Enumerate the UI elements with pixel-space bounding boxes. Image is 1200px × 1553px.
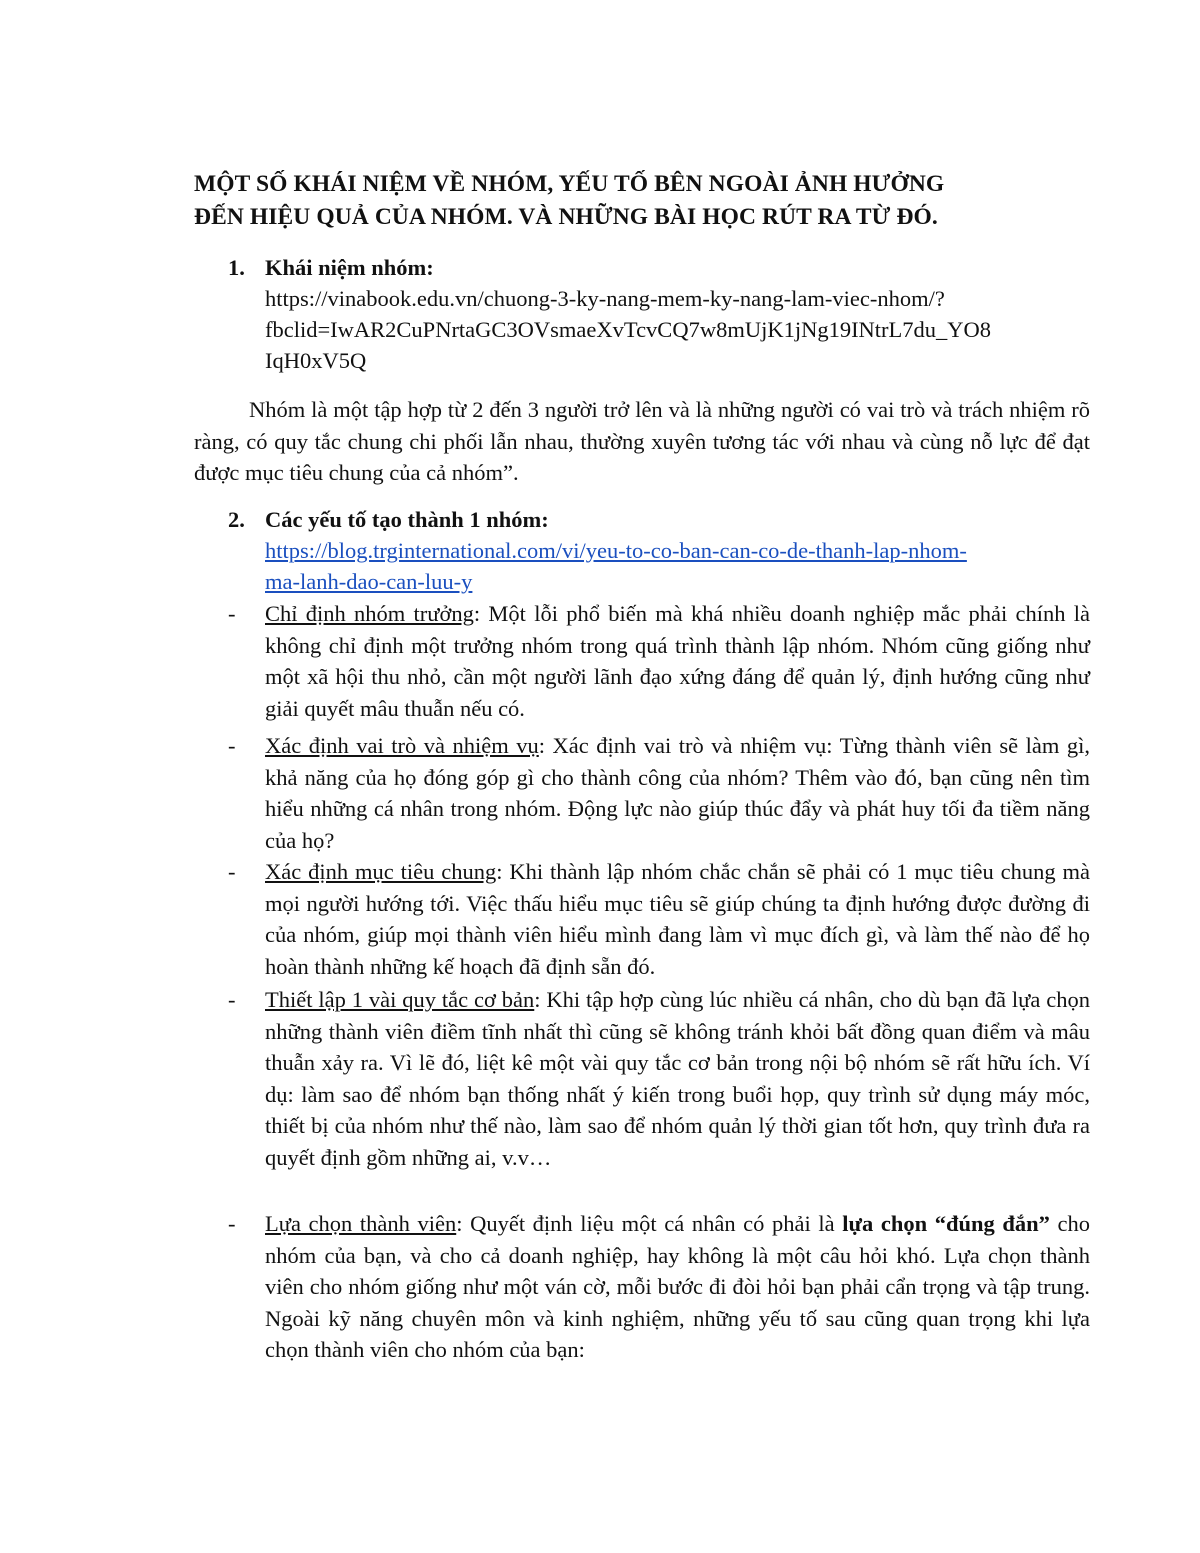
section-2-heading: Các yếu tố tạo thành 1 nhóm: bbox=[265, 507, 549, 532]
bullet-text bbox=[265, 1208, 1090, 1366]
bullet-label: Xác định vai trò và nhiệm vụ bbox=[265, 733, 539, 758]
bullet-body: : Một lỗi phổ biến mà khá nhiều doanh nghiệp mắc phải chính là không chỉ định một trưởng nhóm trong quá trình thành lập nhóm. Nhóm cũng giống như một xã hội thu nhỏ, cần một người lãnh đạo xứng đáng để quản lý, định hướng cũng như giải quyết mâu thuẫn nếu có. bbox=[265, 601, 1090, 721]
bullet-bold-text: lựa chọn “đúng đắn” bbox=[842, 1211, 1050, 1236]
document-title bbox=[194, 168, 1094, 234]
title-line-1: MỘT SỐ KHÁI NIỆM VỀ NHÓM, YẾU TỐ BÊN NGOÀI ẢNH HƯỞNG bbox=[194, 171, 945, 197]
definition-paragraph: Nhóm là một tập hợp từ 2 đến 3 người trở lên và là những người có vai trò và trách nhiệm rõ ràng, có quy tắc chung chi phối lẫn nhau, thường xuyên tương tác với nhau và cùng nỗ lực để đạt được mục tiêu chung của cả nhóm”. bbox=[194, 397, 1090, 485]
bullet-dash: - bbox=[228, 987, 236, 1012]
bullet-dash: - bbox=[228, 1211, 236, 1236]
bullet-body-a: : Quyết định liệu một cá nhân có phải là bbox=[456, 1211, 843, 1236]
section-1-url-line-2: fbclid=IwAR2CuPNrtaGC3OVsmaeXvTcvCQ7w8mUjK1jNg19INtrL7du_YO8 bbox=[265, 317, 992, 342]
bullet-body-b: cho nhóm của bạn, và cho cả doanh nghiệp, hay không là một câu hỏi khó. Lựa chọn thành viên cho nhóm giống như một ván cờ, mỗi bước đi đòi hỏi bạn phải cẩn trọng và tập trung. Ngoài kỹ năng chuyên môn và kinh nghiệm, những yếu tố sau cũng quan trọng khi lựa chọn thành viên cho nhóm của bạn: bbox=[265, 1211, 1090, 1362]
bullet-body: : Xác định vai trò và nhiệm vụ: Từng thành viên sẽ làm gì, khả năng của họ đóng góp gì cho thành công của nhóm? Thêm vào đó, bạn cũng nên tìm hiểu những cá nhân trong nhóm. Động lực nào giúp thúc đẩy và phát huy tối đa tiềm năng của họ? bbox=[265, 733, 1090, 853]
bullet-body: : Khi thành lập nhóm chắc chắn sẽ phải có 1 mục tiêu chung mà mọi người hướng tới. Việc thấu hiểu mục tiêu sẽ giúp chúng ta định hướng được đường đi của nhóm, giúp mọi thành viên hiểu mình đang làm vì mục đích gì, và làm thế nào để họ hoàn thành những kế hoạch đã định sẵn đó. bbox=[265, 859, 1090, 979]
bullet-body: : Khi tập hợp cùng lúc nhiều cá nhân, cho dù bạn đã lựa chọn những thành viên điềm tĩnh nhất thì cũng sẽ không tránh khỏi bất đồng quan điểm và mâu thuẫn xảy ra. Vì lẽ đó, liệt kê một vài quy tắc cơ bản trong nội bộ nhóm sẽ rất hữu ích. Ví dụ: làm sao để nhóm bạn thống nhất ý kiến trong buổi họp, quy trình sử dụng máy móc, thiết bị của nhóm như thế nào, làm sao để nhóm quản lý thời gian tốt hơn, quy trình đưa ra quyết định gồm những ai, v.v… bbox=[265, 987, 1090, 1170]
section-1-url-line-3: IqH0xV5Q bbox=[265, 348, 367, 373]
section-1-url-line-1: https://vinabook.edu.vn/chuong-3-ky-nang-mem-ky-nang-lam-viec-nhom/? bbox=[265, 286, 945, 311]
bullet-label: Lựa chọn thành viên bbox=[265, 1211, 457, 1236]
bullet-text bbox=[265, 856, 1090, 982]
section-2-link-line-1[interactable]: https://blog.trginternational.com/vi/yeu-to-co-ban-can-co-de-thanh-lap-nhom- bbox=[265, 538, 967, 563]
bullet-text bbox=[265, 730, 1090, 856]
title-line-2: ĐẾN HIỆU QUẢ CỦA NHÓM. VÀ NHỮNG BÀI HỌC RÚT RA TỪ ĐÓ. bbox=[194, 204, 938, 230]
bullet-dash: - bbox=[228, 859, 236, 884]
bullet-label: Thiết lập 1 vài quy tắc cơ bản bbox=[265, 987, 535, 1012]
bullet-dash: - bbox=[228, 733, 236, 758]
section-1-number: 1. bbox=[228, 255, 245, 280]
bullet-text bbox=[265, 984, 1090, 1173]
section-1-heading: Khái niệm nhóm: bbox=[265, 255, 434, 280]
bullet-label: Chỉ định nhóm trưởng bbox=[265, 601, 474, 626]
section-2-link[interactable] bbox=[265, 535, 1095, 597]
section-2-number: 2. bbox=[228, 507, 245, 532]
section-2-link-line-2[interactable]: ma-lanh-dao-can-luu-y bbox=[265, 569, 473, 594]
bullet-dash: - bbox=[228, 601, 236, 626]
bullet-label: Xác định mục tiêu chung bbox=[265, 859, 497, 884]
bullet-text bbox=[265, 598, 1090, 724]
